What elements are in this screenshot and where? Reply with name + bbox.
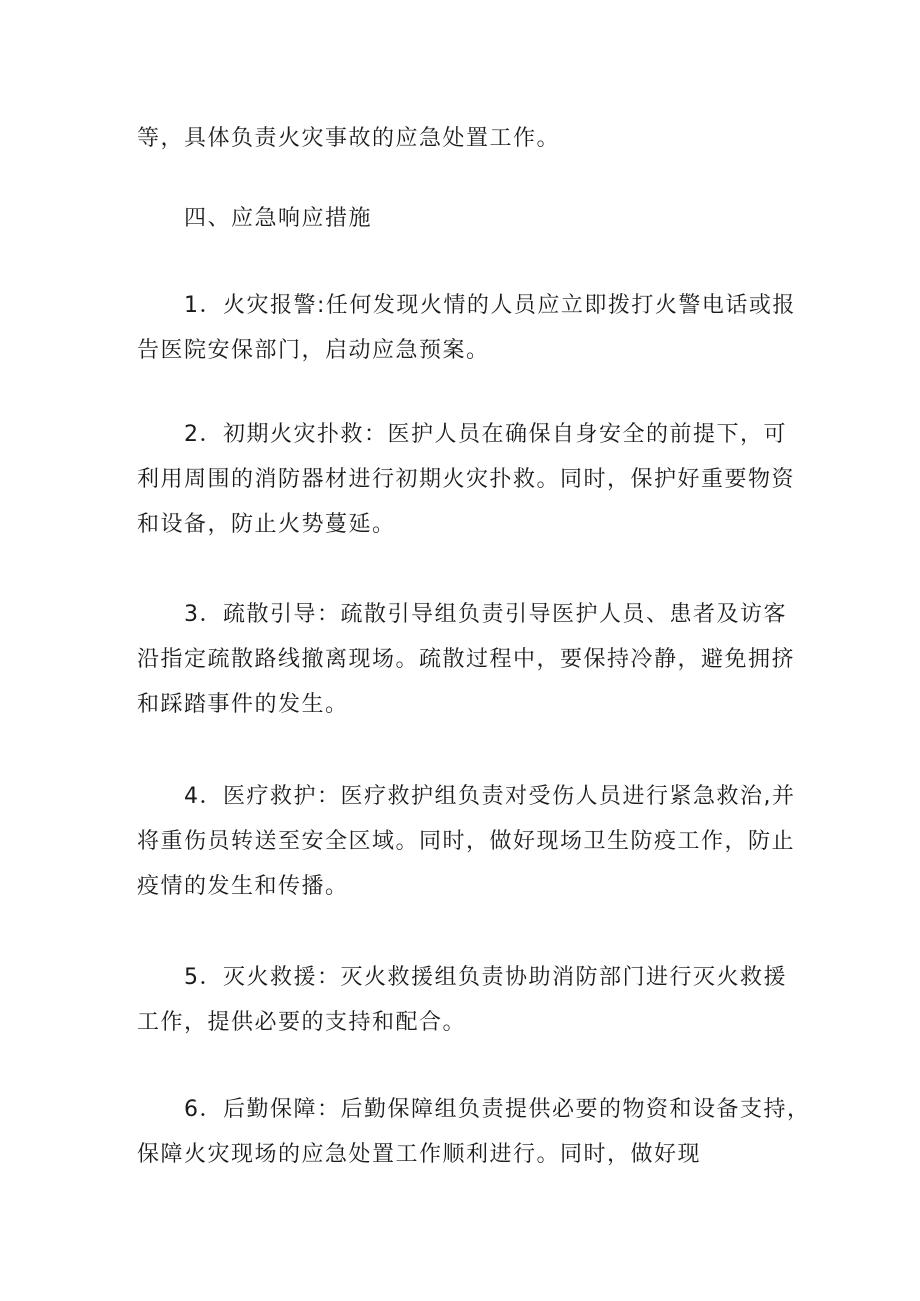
- text-line: 工作，提供必要的支持和配合。: [137, 1010, 467, 1035]
- section-heading: [137, 196, 797, 241]
- text-line: 告医院安保部门，启动应急预案。: [137, 338, 490, 363]
- text-line: 将重伤员转送至安全区域。同时，做好现场卫生防疫工作，防止: [137, 829, 796, 854]
- text-line: 1．火灾报警:任何发现火情的人员应立即拨打火警电话或报: [184, 293, 796, 318]
- text-line: 四、应急响应措施: [184, 206, 373, 231]
- paragraph-fire-rescue: [137, 955, 797, 1045]
- text-line: 5．灭火救援：灭火救援组负责协助消防部门进行灭火救援: [184, 965, 787, 990]
- text-line: 3．疏散引导：疏散引导组负责引导医护人员、患者及访客: [184, 602, 787, 627]
- text-line: 等，具体负责火灾事故的应急处置工作。: [137, 126, 561, 151]
- text-line: 和设备，防止火势蔓延。: [137, 512, 396, 537]
- paragraph-evacuation: [137, 592, 797, 727]
- text-line: 沿指定疏散路线撤离现场。疏散过程中，要保持冷静，避免拥挤: [137, 647, 796, 672]
- paragraph-continuation: [137, 116, 797, 161]
- paragraph-medical-rescue: [137, 774, 797, 909]
- text-line: 保障火灾现场的应急处置工作顺利进行。同时，做好现: [137, 1142, 702, 1167]
- paragraph-logistics: [137, 1087, 811, 1177]
- text-line: 利用周围的消防器材进行初期火灾扑救。同时，保护好重要物资: [137, 467, 796, 492]
- text-line: 6．后勤保障：后勤保障组负责提供必要的物资和设备支持，: [184, 1097, 811, 1122]
- text-line: 2．初期火灾扑救：医护人员在确保自身安全的前提下，可: [184, 422, 787, 447]
- text-line: 疫情的发生和传播。: [137, 874, 349, 899]
- paragraph-fire-alarm: [137, 283, 797, 373]
- paragraph-initial-firefighting: [137, 412, 797, 547]
- text-line: 和踩踏事件的发生。: [137, 692, 349, 717]
- text-line: 4．医疗救护：医疗救护组负责对受伤人员进行紧急救治,并: [184, 784, 796, 809]
